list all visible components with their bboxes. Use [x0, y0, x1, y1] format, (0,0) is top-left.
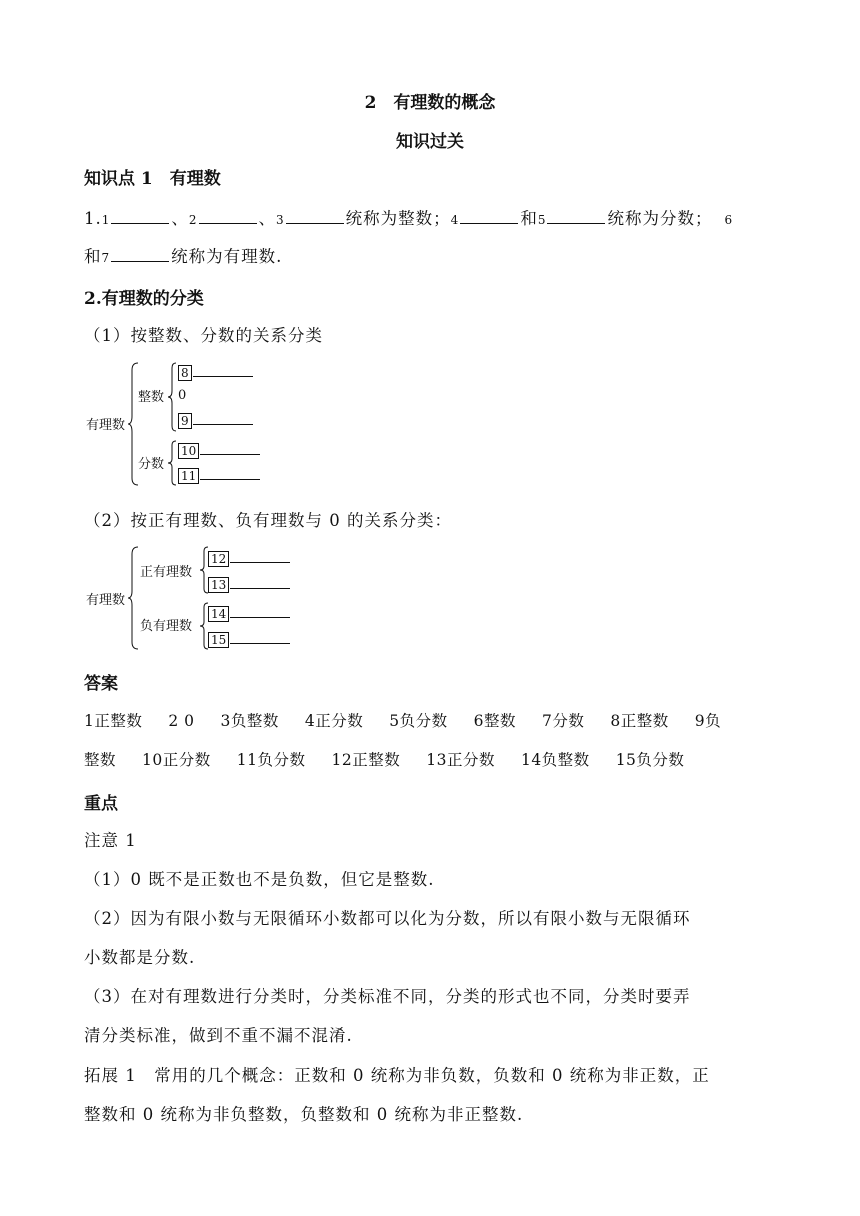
box-number: 9	[178, 413, 192, 429]
answer-item: 12正整数	[331, 751, 401, 769]
diagram-root-label: 有理数	[86, 593, 126, 608]
answer-item: 2 0	[168, 712, 195, 730]
answers-row-1	[84, 709, 721, 731]
answer-item: 9负	[694, 712, 722, 730]
blank-row-11	[178, 467, 260, 484]
statement-text: 统称为有理数.	[171, 247, 283, 266]
blank-number: 2	[188, 213, 197, 227]
fraction-label: 分数	[138, 457, 165, 472]
answer-item: 15负分数	[615, 751, 685, 769]
answer-blank[interactable]	[230, 550, 290, 563]
answer-blank[interactable]	[230, 576, 290, 589]
blank-row-13	[208, 576, 290, 593]
note-item-1: （1）0 既不是正数也不是负数，但它是整数.	[84, 870, 435, 889]
note-title: 注意 1	[84, 831, 137, 850]
answer-blank[interactable]	[111, 209, 169, 224]
answer-blank[interactable]	[230, 631, 290, 644]
blank-number: 4	[450, 213, 459, 227]
box-number: 15	[208, 632, 229, 648]
answer-item: 10正分数	[142, 751, 211, 769]
blank-number: 5	[537, 213, 546, 227]
note-item-2-line-1: （2）因为有限小数与无限循环小数都可以化为分数，所以有限小数与无限循环	[84, 909, 691, 928]
answer-item: 1正整数	[84, 712, 143, 730]
answer-item: 11负分数	[236, 751, 306, 769]
answer-blank[interactable]	[111, 247, 169, 262]
fill-in-line-1	[84, 205, 732, 229]
extension-line-2: 整数和 0 统称为非负整数，负整数和 0 统称为非正整数.	[84, 1105, 524, 1124]
extension-line-1: 拓展 1 常用的几个概念：正数和 0 统称为非负数，负数和 0 统称为非正数，正	[84, 1066, 710, 1085]
knowledge-point-2-heading: 2.有理数的分类	[84, 289, 204, 309]
note-item-3-line-2: 清分类标准，做到不重不漏不混淆.	[84, 1026, 353, 1045]
knowledge-point-1-heading: 知识点 1 有理数	[84, 169, 221, 189]
classification-2-caption: （2）按正有理数、负有理数与 0 的关系分类：	[84, 511, 452, 530]
question-number: 1.	[84, 209, 102, 228]
separator: 、	[258, 209, 277, 228]
box-number: 12	[208, 551, 229, 567]
answer-item: 整数	[84, 751, 117, 769]
box-number: 11	[178, 468, 199, 484]
answer-item: 8正整数	[610, 712, 669, 730]
integer-label: 整数	[138, 390, 165, 405]
fill-in-line-2	[84, 243, 282, 267]
answers-heading: 答案	[84, 674, 118, 694]
blank-number: 1	[101, 213, 110, 227]
fraction-brace-icon	[168, 440, 178, 486]
answer-item: 14负整数	[520, 751, 590, 769]
box-number: 13	[208, 577, 229, 593]
classification-1-caption: （1）按整数、分数的关系分类	[84, 326, 323, 345]
integer-brace-icon	[168, 362, 178, 432]
answer-blank[interactable]	[460, 209, 518, 224]
answer-blank[interactable]	[193, 412, 253, 425]
answer-item: 6整数	[473, 712, 517, 730]
zero-item: 0	[178, 388, 187, 403]
blank-row-15	[208, 631, 290, 648]
answer-blank[interactable]	[200, 467, 260, 480]
answer-item: 5负分数	[389, 712, 448, 730]
statement-text: 和	[520, 209, 538, 228]
answer-item: 3负整数	[220, 712, 279, 730]
page-title: 2 有理数的概念	[364, 93, 496, 113]
answer-blank[interactable]	[200, 442, 260, 455]
answer-blank[interactable]	[547, 209, 605, 224]
separator: 、	[171, 209, 189, 228]
blank-number: 3	[276, 213, 284, 227]
negative-rational-label: 负有理数	[140, 619, 193, 634]
positive-rational-label: 正有理数	[140, 565, 193, 580]
focus-heading: 重点	[84, 794, 118, 814]
answer-blank[interactable]	[286, 209, 344, 224]
box-number: 8	[178, 365, 192, 381]
diagram-root-label: 有理数	[86, 418, 126, 433]
blank-number: 7	[101, 251, 110, 265]
statement-text: 和	[84, 247, 102, 266]
blank-number: 6	[724, 213, 733, 227]
blank-row-14	[208, 605, 290, 622]
answer-item: 13正分数	[426, 751, 495, 769]
box-number: 10	[178, 443, 199, 459]
blank-row-12	[208, 550, 290, 567]
statement-text: 统称为分数；	[607, 209, 713, 228]
answer-blank[interactable]	[230, 605, 290, 618]
answer-blank[interactable]	[193, 364, 253, 377]
section-subtitle: 知识过关	[396, 132, 464, 152]
note-item-2-line-2: 小数都是分数.	[84, 948, 196, 967]
answer-item: 4正分数	[304, 712, 364, 730]
blank-row-8	[178, 364, 253, 381]
answer-item: 7分数	[542, 712, 585, 730]
note-item-3-line-1: （3）在对有理数进行分类时，分类标准不同，分类的形式也不同，分类时要弄	[84, 987, 691, 1006]
blank-row-10	[178, 442, 260, 459]
outer-brace-icon	[128, 546, 140, 650]
box-number: 14	[208, 606, 229, 622]
statement-text: 统称为整数；	[345, 209, 451, 228]
answers-row-2	[84, 748, 684, 770]
answer-blank[interactable]	[199, 209, 257, 224]
blank-row-9	[178, 412, 253, 429]
